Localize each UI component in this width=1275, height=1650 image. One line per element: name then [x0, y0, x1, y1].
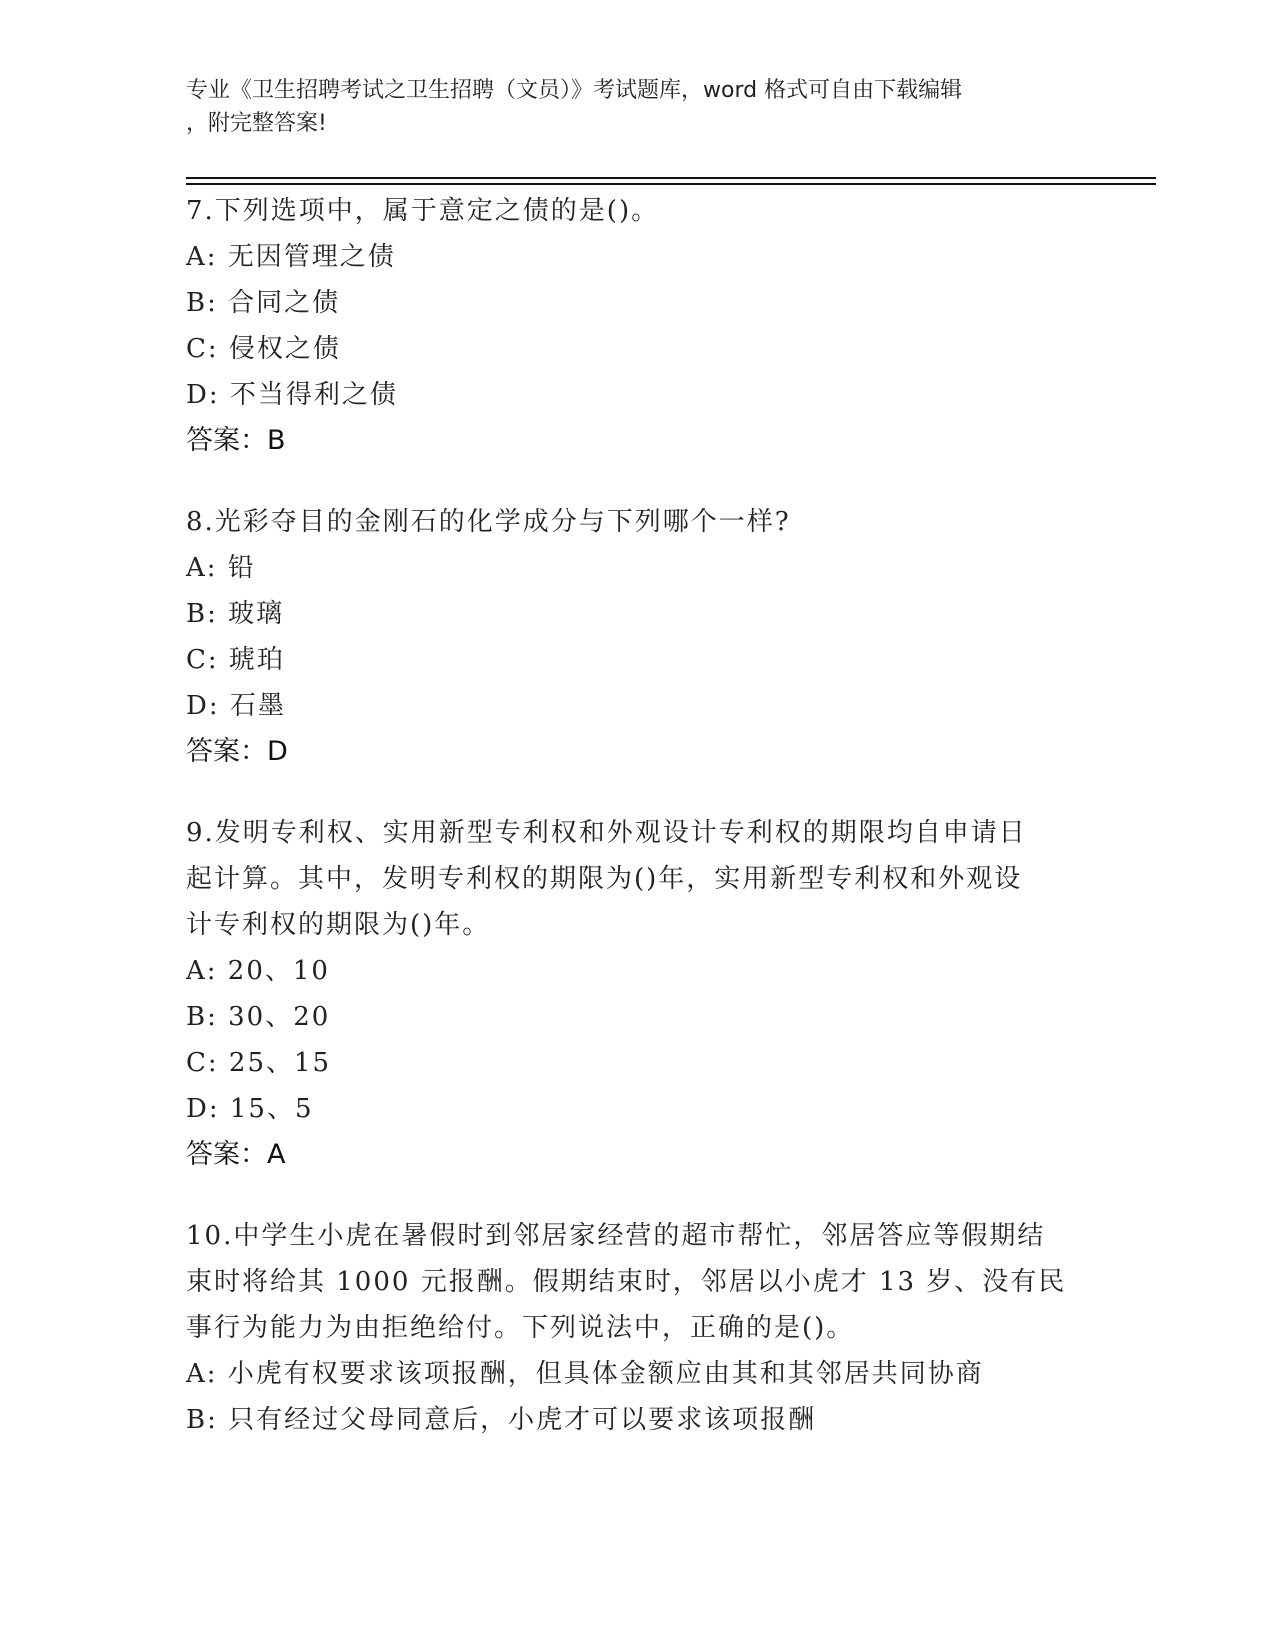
- question-text-line-1: 10.中学生小虎在暑假时到邻居家经营的超市帮忙，邻居答应等假期结: [186, 1221, 1046, 1251]
- option-b: B: 只有经过父母同意后，小虎才可以要求该项报酬: [186, 1405, 817, 1435]
- option-d: D: 石墨: [186, 691, 286, 721]
- question-text-line-3: 计专利权的期限为()年。: [186, 910, 491, 940]
- option-d: D: 不当得利之债: [186, 380, 398, 410]
- header-line-1: 专业《卫生招聘考试之卫生招聘（文员）》考试题库，word 格式可自由下载编辑: [186, 78, 963, 103]
- option-b: B: 合同之债: [186, 288, 341, 318]
- header-rule-top: [186, 177, 1156, 179]
- answer-line: 答案：D: [186, 736, 288, 767]
- option-a: A: 小虎有权要求该项报酬，但具体金额应由其和其邻居共同协商: [186, 1359, 984, 1389]
- header-line-2: ，附完整答案!: [186, 111, 327, 136]
- answer-line: 答案：A: [186, 1139, 286, 1170]
- option-b: B: 玻璃: [186, 599, 285, 629]
- header-rule-bottom: [186, 183, 1156, 185]
- answer-line: 答案：B: [186, 425, 286, 456]
- document-header: [186, 74, 1086, 140]
- question-8: [186, 499, 1086, 775]
- option-b: B: 30、20: [186, 1002, 331, 1032]
- question-text: 7.下列选项中，属于意定之债的是()。: [186, 196, 660, 226]
- question-text: 8.光彩夺目的金刚石的化学成分与下列哪个一样?: [186, 507, 791, 537]
- option-a: A: 铅: [186, 553, 256, 583]
- option-c: C: 琥珀: [186, 645, 285, 675]
- option-a: A: 无因管理之债: [186, 242, 396, 272]
- option-c: C: 侵权之债: [186, 334, 341, 364]
- option-d: D: 15、5: [186, 1094, 314, 1124]
- question-text-line-2: 束时将给其 1000 元报酬。假期结束时，邻居以小虎才 13 岁、没有民: [186, 1267, 1067, 1297]
- question-7: [186, 188, 1086, 464]
- question-text-line-2: 起计算。其中，发明专利权的期限为()年，实用新型专利权和外观设: [186, 864, 1023, 894]
- question-text-line-3: 事行为能力为由拒绝给付。下列说法中，正确的是()。: [186, 1313, 855, 1343]
- question-9: [186, 810, 1086, 1178]
- question-text-line-1: 9.发明专利权、实用新型专利权和外观设计专利权的期限均自申请日: [186, 818, 1027, 848]
- question-10: [186, 1213, 1086, 1443]
- option-a: A: 20、10: [186, 956, 330, 986]
- question-list: [186, 188, 1086, 1478]
- option-c: C: 25、15: [186, 1048, 332, 1078]
